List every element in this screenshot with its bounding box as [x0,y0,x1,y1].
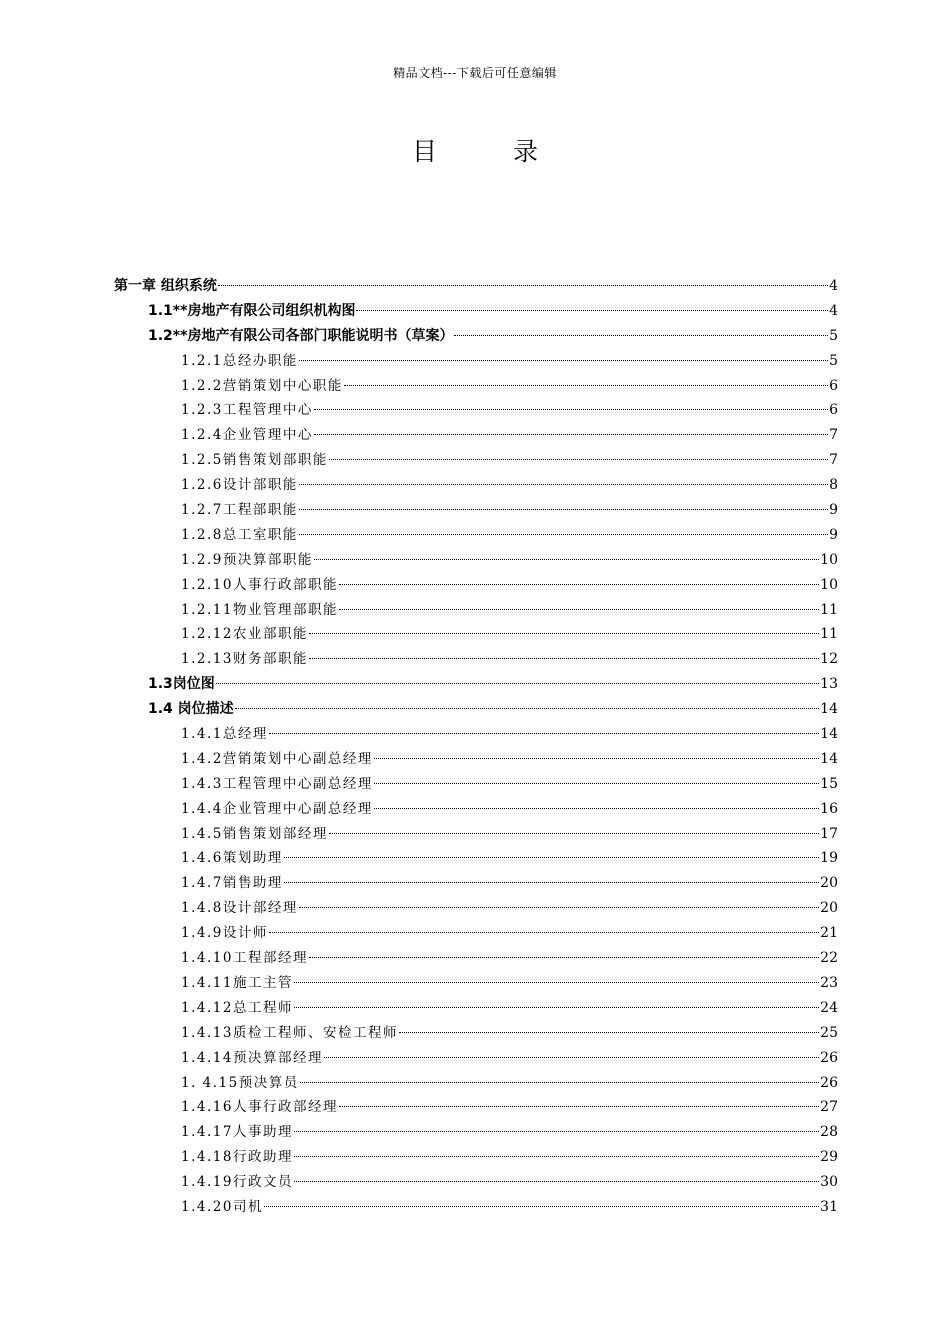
toc-dot-leader [309,658,819,659]
toc-dot-leader [339,1106,819,1107]
toc-dot-leader [399,1032,819,1033]
toc-entry[interactable] [114,622,838,647]
toc-dot-leader [300,1082,819,1083]
toc-entry-page: 29 [820,1149,838,1166]
toc-entry-page: 16 [820,800,838,817]
toc-entry-page: 28 [820,1124,838,1141]
toc-entry-page: 26 [820,1049,838,1066]
toc-entry[interactable] [114,896,838,921]
toc-entry-page: 26 [820,1074,838,1091]
toc-dot-leader [216,683,819,684]
toc-entry-page: 5 [829,352,838,369]
toc-dot-leader [294,1131,819,1132]
toc-entry[interactable] [114,946,838,971]
toc-dot-leader [314,434,828,435]
toc-dot-leader [294,1007,819,1008]
toc-entry[interactable] [114,996,838,1021]
toc-entry[interactable] [114,398,838,423]
toc-dot-leader [374,758,819,759]
toc-entry-page: 14 [820,726,838,743]
toc-entry-label: 1.2.13财务部职能 [181,651,308,668]
toc-entry-label: 1.4.14预决算部经理 [181,1049,323,1066]
toc-dot-leader [329,459,828,460]
toc-entry-page: 22 [820,950,838,967]
page-title: 目 录 [412,137,572,166]
toc-dot-leader [264,1206,819,1207]
toc-entry[interactable] [114,971,838,996]
toc-entry-label: 1.2.1总经办职能 [181,352,298,369]
toc-entry[interactable] [114,921,838,946]
toc-entry[interactable] [114,672,838,697]
toc-dot-leader [299,484,828,485]
toc-dot-leader [218,285,828,286]
toc-entry-label: 1.4.17人事助理 [181,1124,293,1141]
toc-dot-leader [339,609,819,610]
toc-entry-page: 20 [820,875,838,892]
toc-entry-page: 21 [820,925,838,942]
toc-entry[interactable] [114,1046,838,1071]
toc-entry[interactable] [114,548,838,573]
toc-entry-page: 11 [820,601,838,618]
toc-dot-leader [269,733,819,734]
page-header: 精品文档---下载后可任意编辑 [393,66,557,80]
toc-entry-label: 1.4.16人事行政部经理 [181,1099,338,1116]
toc-entry-label: 1.4.9设计师 [181,925,268,942]
toc-dot-leader [299,360,828,361]
toc-entry-page: 25 [820,1024,838,1041]
toc-entry-label: 1.4.1总经理 [181,726,268,743]
toc-dot-leader [374,808,819,809]
toc-dot-leader [329,833,819,834]
toc-entry-page: 7 [829,452,838,469]
toc-entry-label: 1.2.12农业部职能 [181,626,308,643]
toc-dot-leader [356,310,828,311]
toc-dot-leader [299,907,819,908]
toc-entry-label: 1.3岗位图 [148,676,215,693]
toc-entry-label: 1.4.8设计部经理 [181,900,298,917]
toc-dot-leader [299,509,828,510]
toc-entry[interactable] [114,523,838,548]
toc-entry-page: 4 [829,278,838,294]
toc-dot-leader [339,584,819,585]
toc-entry-label: 1.4 岗位描述 [148,701,234,718]
toc-entry[interactable] [114,1021,838,1046]
toc-entry-label: 1.2.5销售策划部职能 [181,452,328,469]
toc-entry-label: 1.2.8总工室职能 [181,526,298,543]
toc-entry[interactable] [114,747,838,772]
toc-entry-label: 1.4.11施工主管 [181,974,293,991]
toc-entry-label: 1.2.11物业管理部职能 [181,601,338,618]
toc-entry-page: 8 [829,477,838,494]
toc-entry-label: 1.2.2营销策划中心职能 [181,377,343,394]
toc-dot-leader [309,633,819,634]
toc-dot-leader [299,534,828,535]
toc-entry-page: 24 [820,999,838,1016]
toc-entry-page: 6 [829,402,838,419]
toc-entry-label: 1.4.20司机 [181,1198,263,1215]
toc-entry-page: 7 [829,427,838,444]
toc-entry[interactable] [114,573,838,598]
toc-entry-page: 9 [829,526,838,543]
toc-entry[interactable] [114,846,838,871]
toc-dot-leader [374,783,819,784]
toc-entry-page: 11 [820,626,838,643]
toc-entry[interactable] [114,647,838,672]
toc-dot-leader [324,1057,819,1058]
toc-entry[interactable] [114,374,838,399]
toc-entry[interactable] [114,274,838,299]
toc-entry[interactable] [114,498,838,523]
toc-entry-page: 19 [820,850,838,867]
toc-entry-label: 1.2.4企业管理中心 [181,427,313,444]
toc-entry[interactable] [114,299,838,324]
toc-entry-label: 1.2.9预决算部职能 [181,551,313,568]
toc-entry-label: 1.4.19行政文员 [181,1174,293,1191]
toc-entry[interactable] [114,722,838,747]
toc-dot-leader [314,559,819,560]
toc-entry-label: 1.4.18行政助理 [181,1149,293,1166]
toc-entry[interactable] [114,1095,838,1120]
toc-dot-leader [294,982,819,983]
toc-entry-label: 1.2.7工程部职能 [181,502,298,519]
toc-entry-label: 1.4.5销售策划部经理 [181,825,328,842]
toc-dot-leader [269,932,819,933]
toc-entry-label: 1.4.4企业管理中心副总经理 [181,800,373,817]
table-of-contents [114,274,838,1220]
toc-entry[interactable] [114,797,838,822]
toc-entry-label: 1.1**房地产有限公司组织机构图 [148,302,356,319]
toc-entry-page: 12 [820,651,838,668]
toc-entry-label: 1.2.10人事行政部职能 [181,576,338,593]
toc-entry[interactable] [114,448,838,473]
toc-entry-page: 9 [829,502,838,519]
toc-dot-leader [344,385,828,386]
toc-entry-page: 14 [820,750,838,767]
toc-entry[interactable] [114,871,838,896]
toc-entry[interactable] [114,697,838,722]
toc-dot-leader [309,957,819,958]
toc-dot-leader [314,409,828,410]
toc-entry-page: 15 [820,775,838,792]
toc-entry-label: 1. 4.15预决算员 [181,1074,299,1091]
toc-entry[interactable] [114,598,838,623]
toc-entry[interactable] [114,324,838,349]
toc-entry[interactable] [114,349,838,374]
toc-entry-label: 1.4.7销售助理 [181,875,283,892]
toc-entry-page: 23 [820,974,838,991]
toc-entry-page: 20 [820,900,838,917]
toc-entry-page: 4 [829,302,838,319]
toc-entry-label: 1.4.2营销策划中心副总经理 [181,750,373,767]
toc-entry-page: 10 [820,576,838,593]
toc-dot-leader [284,857,819,858]
toc-entry[interactable] [114,1195,838,1220]
toc-entry-page: 27 [820,1099,838,1116]
toc-entry-label: 1.4.6策划助理 [181,850,283,867]
toc-entry-label: 第一章 组织系统 [114,278,217,294]
toc-entry-label: 1.2.3工程管理中心 [181,402,313,419]
toc-entry[interactable] [114,1120,838,1145]
toc-entry[interactable] [114,1071,838,1096]
toc-entry-page: 17 [820,825,838,842]
toc-entry-page: 10 [820,551,838,568]
toc-entry[interactable] [114,822,838,847]
toc-dot-leader [284,882,819,883]
toc-entry-page: 13 [820,676,838,693]
toc-entry-page: 6 [829,377,838,394]
toc-entry[interactable] [114,473,838,498]
toc-entry[interactable] [114,423,838,448]
toc-dot-leader [294,1181,819,1182]
toc-entry-page: 31 [820,1198,838,1215]
toc-entry-label: 1.2**房地产有限公司各部门职能说明书（草案） [148,327,454,344]
toc-entry[interactable] [114,772,838,797]
toc-entry-label: 1.4.10工程部经理 [181,950,308,967]
toc-dot-leader [235,708,819,709]
toc-entry-label: 1.2.6设计部职能 [181,477,298,494]
toc-entry-label: 1.4.12总工程师 [181,999,293,1016]
toc-entry-page: 14 [820,701,838,718]
toc-dot-leader [454,335,828,336]
toc-entry[interactable] [114,1145,838,1170]
toc-entry[interactable] [114,1170,838,1195]
toc-entry-page: 5 [829,327,838,344]
toc-entry-label: 1.4.13质检工程师、安检工程师 [181,1024,398,1041]
toc-entry-page: 30 [820,1174,838,1191]
toc-entry-label: 1.4.3工程管理中心副总经理 [181,775,373,792]
toc-dot-leader [294,1156,819,1157]
